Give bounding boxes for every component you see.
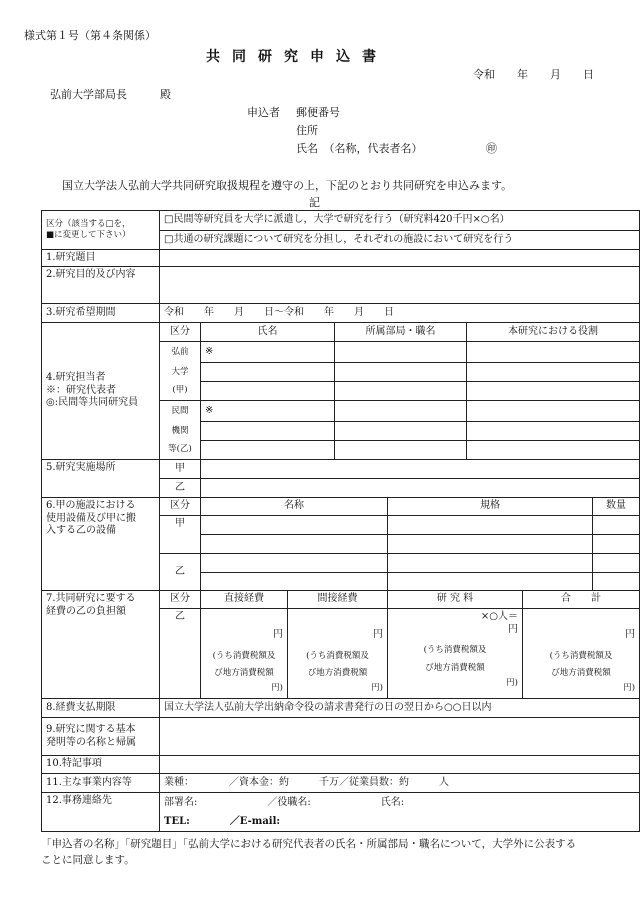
location-otsu-label: 乙 [160, 479, 201, 498]
cost-otsu-label: 乙 [160, 609, 201, 699]
shimei-header: 氏名 [201, 323, 335, 342]
total-header: 合 計 [523, 591, 640, 609]
researcher-name-2[interactable] [201, 363, 335, 382]
form-number: 様式第１号（第４条関係） [24, 29, 156, 42]
direct-tax-1: (うち消費税額及 [212, 650, 276, 661]
equipment-label-cell [42, 498, 160, 591]
partner-dept-1[interactable] [335, 401, 467, 422]
contact-label: 12.事務連絡先 [42, 793, 160, 832]
equipment-qty-header: 数量 [593, 498, 640, 516]
name-label: 氏名 （名称，代表者名） [296, 142, 423, 155]
postal-code-label: 郵便番号 [296, 106, 340, 119]
applicant-label: 申込者 [247, 106, 280, 119]
category-label-2: ■に変更して下さい） [46, 230, 131, 240]
equipment-label-3: 入する乙の設備 [46, 525, 116, 536]
total-tax-2: び地方消費税額 [551, 668, 611, 679]
location-label: 5.研究実施場所 [42, 460, 160, 498]
consent-text: 「申込者の名称」「研究題目」「弘前大学における研究代表者の氏名・所属部局・職名について，大学外に公表することに同意します。 [41, 838, 577, 867]
equipment-ko-spec-1[interactable] [388, 516, 593, 535]
researcher-name-3[interactable] [201, 382, 335, 401]
researcher-name-1[interactable]: ※ [201, 342, 335, 363]
category-label: 区分（該当する□を， [46, 219, 131, 230]
partner-name-2[interactable] [201, 422, 335, 441]
research-fee-header: 研 究 料 [388, 591, 523, 609]
direct-cost-header: 直接経費 [201, 591, 288, 609]
minkan-label-2: 機関 [160, 422, 201, 441]
researchers-label: 4.研究担当者 [46, 372, 106, 384]
indirect-tax-2: び地方消費税額 [307, 668, 368, 679]
total-field[interactable] [523, 609, 640, 699]
indirect-cost-header: 間接経費 [288, 591, 388, 609]
location-ko-field[interactable] [201, 460, 640, 479]
intro-text: 国立大学法人弘前大学共同研究取扱規程を遵守の上，下記のとおり共同研究を申込みます。 [62, 179, 513, 192]
researcher-role-1[interactable] [467, 342, 640, 363]
addressee: 弘前大学部局長 殿 [50, 88, 171, 101]
research-fee-field[interactable] [388, 609, 523, 699]
shozoku-header: 所属部局・職名 [335, 323, 467, 342]
cost-kubun-header: 区分 [160, 591, 201, 609]
hirosaki-label-1: 弘前 [160, 342, 201, 363]
research-purpose-label: 2.研究目的及び内容 [42, 267, 160, 304]
partner-role-1[interactable] [467, 401, 640, 422]
ki-label: 記 [309, 196, 320, 209]
research-fee-yen: 円 [508, 623, 518, 635]
research-title-label: 1.研究題目 [42, 250, 160, 267]
equipment-name-header: 名称 [201, 498, 388, 516]
contact-line-1: 部署名: ／役職名: 氏名: [164, 797, 405, 808]
address-label: 住所 [296, 124, 318, 137]
direct-tax-2: び地方消費税額 [214, 668, 274, 679]
category-option-2[interactable]: □共通の研究課題について研究を分担し，それぞれの施設において研究を行う [160, 231, 640, 250]
fee-tax-3: 円) [506, 677, 518, 688]
page-title: 共同研究申込書 [206, 49, 388, 65]
indirect-cost-yen: 円 [373, 629, 383, 640]
equipment-ko-qty-1[interactable] [593, 516, 640, 535]
equipment-otsu-qty-1[interactable] [593, 554, 640, 573]
payment-deadline-label: 8.経費支払期限 [42, 699, 160, 718]
invention-label-2: 発明等の名称と帰属 [46, 736, 136, 748]
direct-cost-field[interactable] [201, 609, 288, 699]
total-tax-1: (うち消費税額及 [549, 650, 613, 661]
equipment-ko-name-2[interactable] [201, 535, 388, 554]
total-yen: 円 [625, 629, 636, 640]
researchers-note-1: ※：研究代表者 [46, 384, 116, 396]
contact-line-2: TEL: ／E-mail: [164, 816, 281, 827]
equipment-ko-spec-2[interactable] [388, 535, 593, 554]
per-person-formula: ×○人＝ [480, 611, 518, 622]
researchers-note-2: ◎:民間等共同研究員 [46, 397, 139, 409]
seal-mark: ㊞ [486, 142, 497, 155]
partner-dept-2[interactable] [335, 422, 467, 441]
fee-tax-2: び地方消費税額 [425, 662, 485, 673]
payment-deadline-value: 国立大学法人弘前大学出納命令役の請求書発行の日の翌日から○○日以内 [160, 699, 640, 718]
equipment-otsu-label: 乙 [160, 554, 201, 591]
researcher-role-3[interactable] [467, 382, 640, 401]
minkan-label-1: 民間 [160, 401, 201, 422]
hirosaki-label-2: 大学 [160, 363, 201, 382]
researcher-dept-3[interactable] [335, 382, 467, 401]
partner-role-2[interactable] [467, 422, 640, 441]
researcher-role-2[interactable] [467, 363, 640, 382]
cost-label-cell [42, 591, 160, 699]
equipment-otsu-spec-2[interactable] [388, 573, 593, 591]
cost-label-1: 7.共同研究に要する [46, 593, 136, 604]
location-otsu-field[interactable] [201, 479, 640, 498]
equipment-otsu-spec-1[interactable] [388, 554, 593, 573]
equipment-ko-label: 甲 [160, 516, 201, 554]
equipment-kubun-header: 区分 [160, 498, 201, 516]
location-ko-label: 甲 [160, 460, 201, 479]
hirosaki-label-3: (甲) [160, 382, 201, 401]
contact-field[interactable] [160, 793, 640, 832]
invention-label-1: 9.研究に関する基本 [46, 724, 136, 735]
equipment-otsu-name-2[interactable] [201, 573, 388, 591]
indirect-cost-field[interactable] [288, 609, 388, 699]
research-period-value[interactable]: 令和 年 月 日～令和 年 月 日 [160, 304, 640, 323]
invention-label-cell [42, 718, 160, 756]
research-purpose-field[interactable] [160, 267, 640, 304]
category-option-1[interactable]: □民間等研究員を大学に派遣し，大学で研究を行う（研究料420千円×○名） [160, 211, 640, 231]
research-period-label: 3.研究希望期間 [42, 304, 160, 323]
total-tax-3: 円) [623, 683, 636, 694]
application-form-table [41, 210, 640, 832]
direct-cost-yen: 円 [273, 629, 283, 640]
researchers-label-cell [42, 323, 160, 460]
direct-tax-3: 円) [271, 683, 283, 694]
kubun-header: 区分 [160, 323, 201, 342]
research-title-field[interactable] [160, 250, 640, 267]
equipment-label-2: 使用設備及び甲に搬 [46, 512, 136, 524]
partner-name-1[interactable]: ※ [201, 401, 335, 422]
cost-label-2: 経費の乙の負担額 [46, 605, 126, 617]
minkan-label-3: 等(乙) [160, 441, 201, 460]
special-notes-label: 10.特記事項 [42, 756, 160, 774]
partner-dept-3[interactable] [335, 441, 467, 460]
researcher-dept-1[interactable] [335, 342, 467, 363]
invention-field[interactable] [160, 718, 640, 756]
indirect-tax-3: 円) [371, 683, 383, 694]
fee-tax-1: (うち消費税額及 [423, 645, 487, 655]
equipment-otsu-name-1[interactable] [201, 554, 388, 573]
equipment-label-1: 6.甲の施設における [46, 500, 136, 511]
yakuwari-header: 本研究における役割 [467, 323, 640, 342]
researcher-dept-2[interactable] [335, 363, 467, 382]
business-value[interactable]: 業種： ／資本金：約 千万／従業員数：約 人 [160, 774, 640, 793]
category-label-cell [42, 211, 160, 250]
equipment-spec-header: 規格 [388, 498, 593, 516]
special-notes-field[interactable] [160, 756, 640, 774]
equipment-ko-qty-2[interactable] [593, 535, 640, 554]
equipment-ko-name-1[interactable] [201, 516, 388, 535]
business-label: 11.主な事業内容等 [42, 774, 160, 793]
partner-name-3[interactable] [201, 441, 335, 460]
partner-role-3[interactable] [467, 441, 640, 460]
equipment-otsu-qty-2[interactable] [593, 573, 640, 591]
indirect-tax-1: (うち消費税額及 [306, 650, 369, 661]
application-date: 令和 年 月 日 [473, 68, 594, 81]
